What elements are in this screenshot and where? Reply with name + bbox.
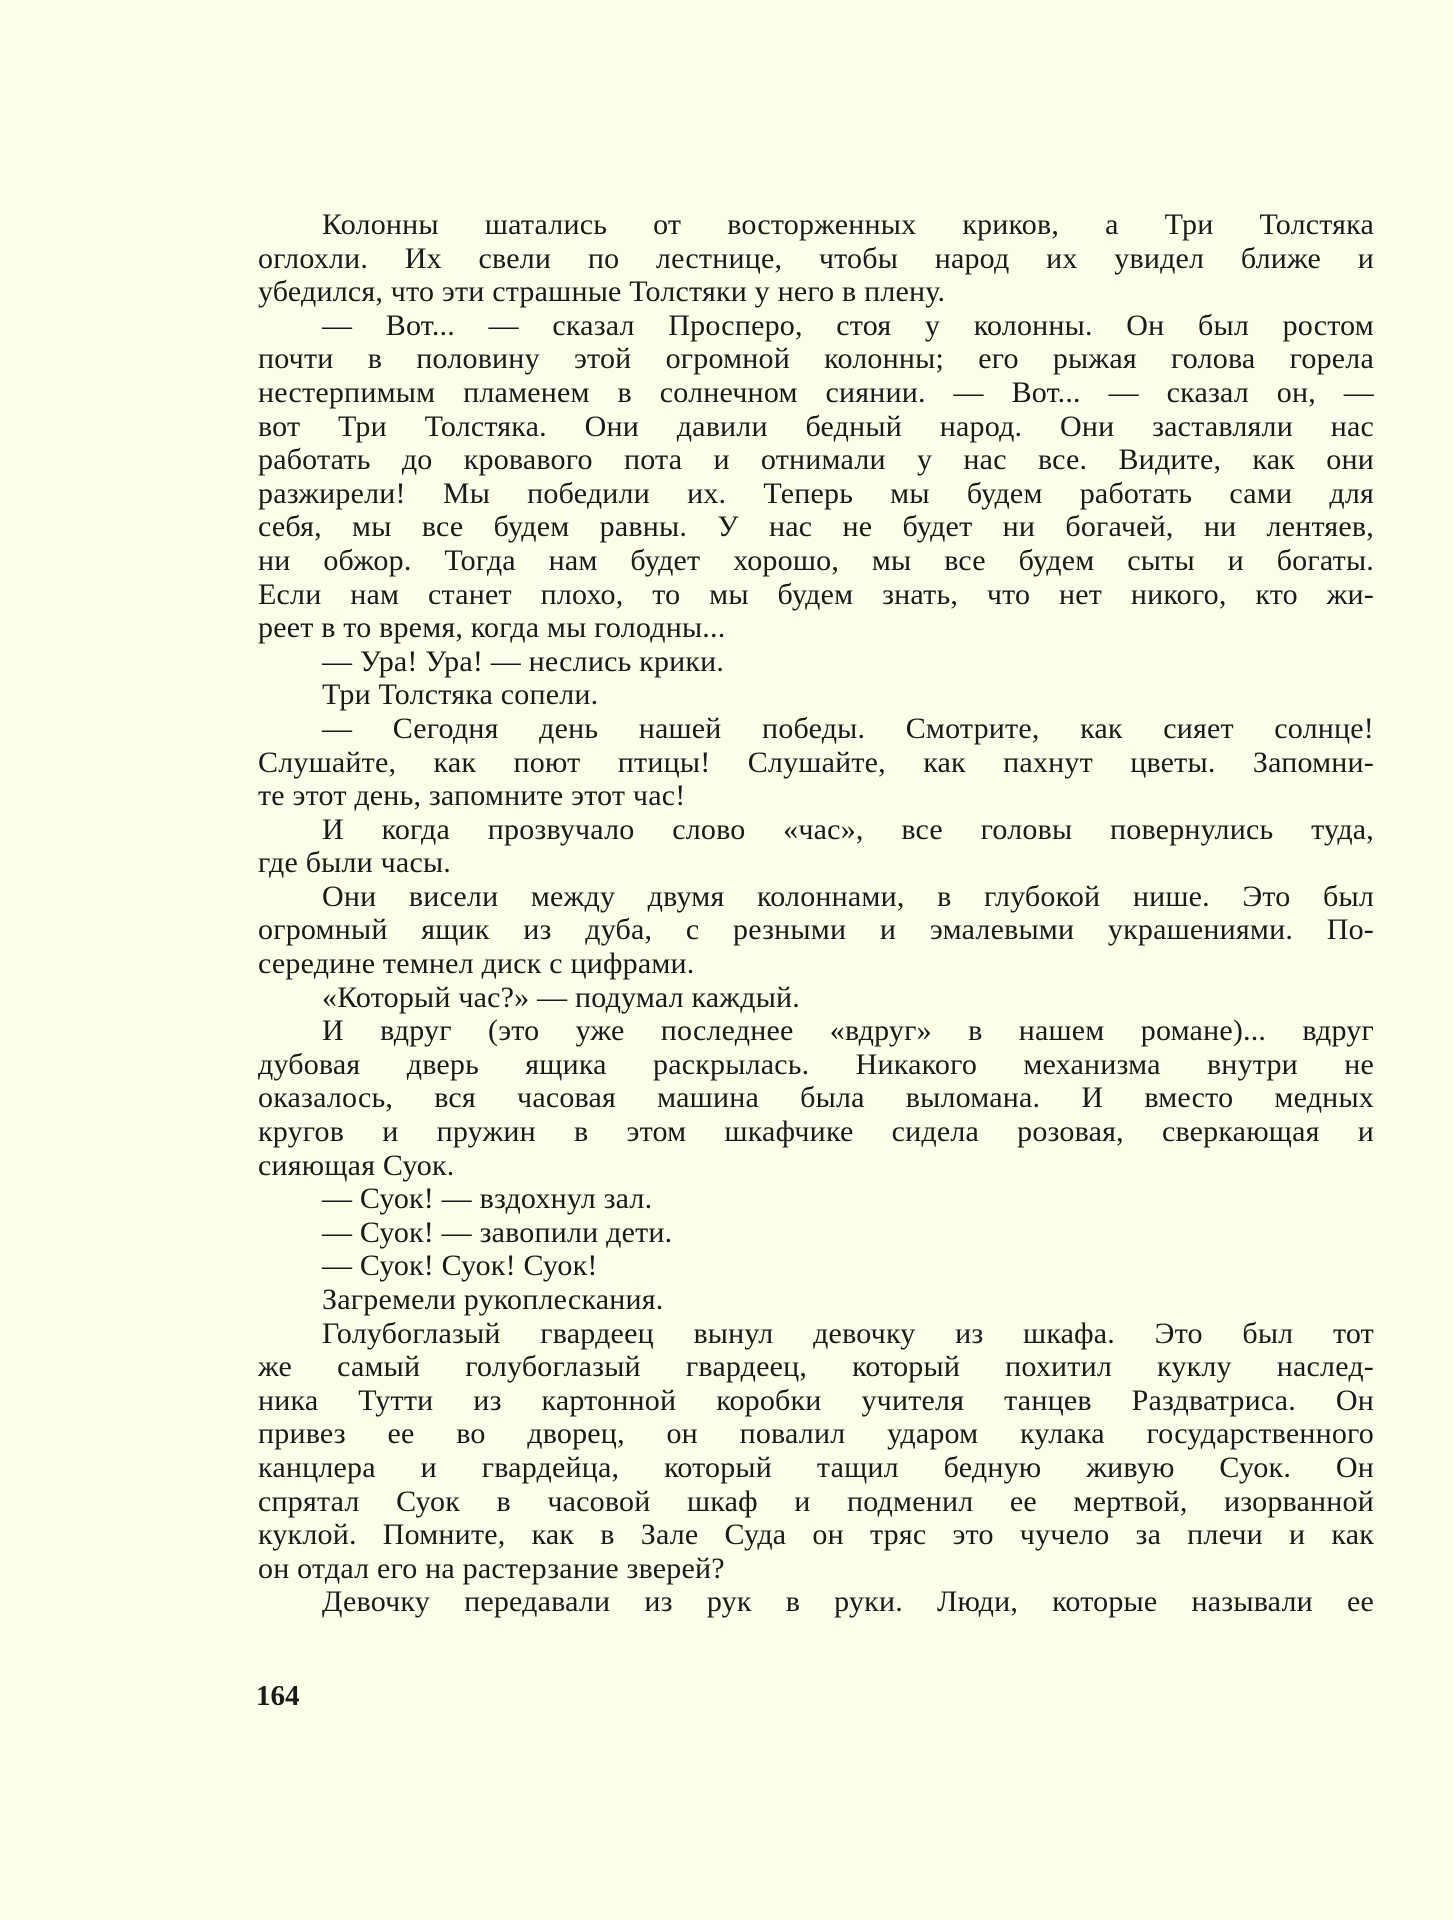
text-line: оказалось, вся часовая машина была выломана. И вместо медных [258,1081,1374,1115]
text-line: куклой. Помните, как в Зале Суда он тряс это чучело за плечи и как [258,1518,1374,1552]
page-number: 164 [256,1680,300,1712]
text-line: вот Три Толстяка. Они давили бедный народ. Они заставляли нас [258,409,1374,443]
text-line: привез ее во дворец, он повалил ударом кулака государственного [258,1417,1374,1451]
text-line: середине темнел диск с цифрами. [258,947,695,981]
text-line: ника Тутти из картонной коробки учителя танцев Раздватриса. Он [258,1383,1374,1417]
text-line: убедился, что эти страшные Толстяки у него в плену. [258,275,946,309]
text-line: себя, мы все будем равны. У нас не будет ни богачей, ни лентяев, [258,510,1374,544]
text-line: дубовая дверь ящика раскрылась. Никакого механизма внутри не [258,1047,1374,1081]
text-line: где были часы. [258,846,452,880]
text-line: оглохли. Их свели по лестнице, чтобы народ их увидел ближе и [258,241,1374,275]
text-line: Если нам станет плохо, то мы будем знать, что нет никого, кто жи- [258,577,1374,611]
paragraph-first-line: Три Толстяка сопели. [322,678,599,712]
text-line: работать до кровавого пота и отнимали у нас все. Видите, как они [258,443,1374,477]
text-line: нестерпимым пламенем в солнечном сиянии. — Вот... — сказал он, — [258,375,1374,409]
paragraph-first-line: Голубоглазый гвардеец вынул девочку из шкафа. Это был тот [322,1316,1374,1350]
paragraph-first-line: — Суок! — завопили дети. [322,1215,673,1249]
paragraph-first-line: И вдруг (это уже последнее «вдруг» в нашем романе)... вдруг [322,1014,1374,1048]
text-line: сияющая Суок. [258,1148,455,1182]
text-line: он отдал его на растерзание зверей? [258,1551,725,1585]
text-line: те этот день, запомните этот час! [258,779,686,813]
paragraph-first-line: И когда прозвучало слово «час», все головы повернулись туда, [322,812,1374,846]
paragraph-first-line: Загремели рукоплескания. [322,1283,664,1316]
text-line: спрятал Суок в часовой шкаф и подменил ее мертвой, изорванной [258,1484,1374,1518]
text-line: же самый голубоглазый гвардеец, который похитил куклу наслед- [258,1350,1374,1384]
paragraph-first-line: — Суок! — вздохнул зал. [322,1182,653,1216]
paragraph-first-line: — Суок! Суок! Суок! [322,1249,598,1283]
text-line: реет в то время, когда мы голодны... [258,611,726,645]
paragraph-first-line: «Который час?» — подумал каждый. [322,980,801,1014]
paragraph-first-line: Колонны шатались от восторженных криков, а Три Толстяка [322,208,1374,241]
body-text [258,208,1374,1619]
paragraph-first-line: — Ура! Ура! — неслись крики. [322,644,725,678]
text-line: Слушайте, как поют птицы! Слушайте, как пахнут цветы. Запомни- [258,745,1374,779]
text-line: почти в половину этой огромной колонны; его рыжая голова горела [258,342,1374,376]
paragraph-first-line: Они висели между двумя колоннами, в глубокой нише. Это был [322,879,1374,913]
text-line: кругов и пружин в этом шкафчике сидела розовая, сверкающая и [258,1115,1374,1149]
text-line: разжирели! Мы победили их. Теперь мы будем работать сами для [258,476,1374,510]
paragraph-first-line: Девочку передавали из рук в руки. Люди, которые называли ее [322,1585,1374,1619]
text-line: ни обжор. Тогда нам будет хорошо, мы все будем сыты и богаты. [258,543,1374,577]
paragraph-first-line: — Вот... — сказал Просперо, стоя у колонны. Он был ростом [322,308,1374,342]
text-line: огромный ящик из дуба, с резными и эмалевыми украшениями. По- [258,913,1374,947]
text-line: канцлера и гвардейца, который тащил бедную живую Суок. Он [258,1450,1374,1484]
paragraph-first-line: — Сегодня день нашей победы. Смотрите, как сияет солнце! [322,711,1374,745]
